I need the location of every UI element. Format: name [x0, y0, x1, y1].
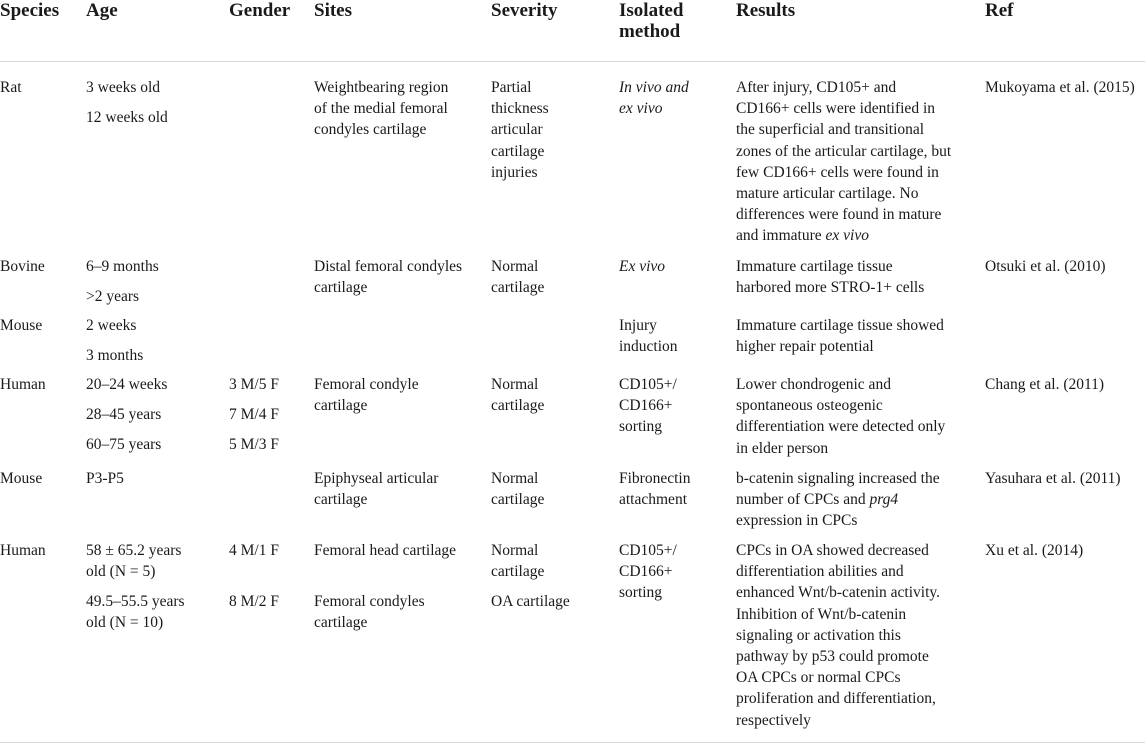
cell-method: In vivo and ex vivo — [619, 79, 689, 118]
cell-ref: Xu et al. (2014) — [985, 542, 1084, 559]
header-method: Isolated method — [619, 0, 684, 42]
cell-age: 2 weeks 3 months — [86, 317, 144, 364]
cell-age: 6–9 months >2 years — [86, 258, 159, 305]
header-severity: Severity — [491, 0, 558, 21]
cell-results: Immature cartilage tissue harbored more STRO-1+ cells — [736, 258, 925, 297]
header-divider — [0, 61, 1145, 62]
cell-method: Injury induction — [619, 317, 678, 356]
cell-severity: Normal cartilage OA cartilage — [491, 542, 570, 610]
cell-ref: Chang et al. (2011) — [985, 376, 1105, 393]
header-age: Age — [86, 0, 118, 21]
cell-species: Human — [0, 542, 46, 559]
cell-method: CD105+/ CD166+ sorting — [619, 542, 677, 602]
cell-ref: Mukoyama et al. (2015) — [985, 79, 1135, 96]
cell-species: Mouse — [0, 317, 43, 334]
cell-results: Immature cartilage tissue showed higher repair potential — [736, 317, 944, 356]
table-bottom-rule — [0, 742, 1145, 743]
cell-method: CD105+/ CD166+ sorting — [619, 376, 677, 436]
header-species: Species — [0, 0, 60, 21]
cell-ref: Yasuhara et al. (2011) — [985, 470, 1121, 487]
cell-results: After injury, CD105+ and CD166+ cells were identified in the superficial and transitional zones of the articular cartilage, but few CD166+ cells were found in mature articular cartilage. No differences were found in mature and immature ex vivo — [736, 79, 952, 245]
cell-age: P3-P5 — [86, 470, 124, 487]
cell-method: Ex vivo — [619, 258, 666, 275]
cell-severity: Normal cartilage — [491, 470, 545, 509]
cell-sites: Weightbearing region of the medial femoral condyles cartilage — [314, 79, 449, 139]
header-sites: Sites — [314, 0, 352, 21]
cell-gender: 3 M/5 F 7 M/4 F 5 M/3 F — [229, 376, 279, 453]
cell-species: Rat — [0, 79, 22, 96]
cell-severity: Normal cartilage — [491, 258, 545, 297]
table-header — [0, 0, 1145, 60]
cell-sites: Distal femoral condyles cartilage — [314, 258, 463, 297]
header-results: Results — [736, 0, 796, 21]
cell-severity: Partial thickness articular cartilage injuries — [491, 79, 549, 181]
cell-age: 58 ± 65.2 years old (N = 5) 49.5–55.5 years old (N = 10) — [86, 542, 185, 632]
cell-results: b-catenin signaling increased the number of CPCs and prg4 expression in CPCs — [736, 470, 940, 530]
cell-severity: Normal cartilage — [491, 376, 545, 415]
cell-ref: Otsuki et al. (2010) — [985, 258, 1106, 275]
cell-results: CPCs in OA showed decreased differentiation abilities and enhanced Wnt/b-catenin activity. Inhibition of Wnt/b-catenin signaling or activation this pathway by p53 could promote OA CPCs or normal CPCs proliferation and differentiation, respectively — [736, 542, 940, 729]
cell-species: Mouse — [0, 470, 43, 487]
cell-gender: 4 M/1 F 8 M/2 F — [229, 542, 279, 611]
header-ref: Ref — [985, 0, 1014, 21]
cell-age: 20–24 weeks 28–45 years 60–75 years — [86, 376, 168, 453]
cell-species: Human — [0, 376, 46, 393]
cell-results: Lower chondrogenic and spontaneous osteogenic differentiation were detected only in elder person — [736, 376, 946, 457]
cell-age: 3 weeks old 12 weeks old — [86, 79, 168, 126]
cell-sites: Epiphyseal articular cartilage — [314, 470, 439, 509]
header-gender: Gender — [229, 0, 291, 21]
cell-species: Bovine — [0, 258, 45, 275]
cell-sites: Femoral head cartilage Femoral condyles cartilage — [314, 542, 457, 632]
cell-sites: Femoral condyle cartilage — [314, 376, 419, 415]
cell-method: Fibronectin attachment — [619, 470, 691, 509]
